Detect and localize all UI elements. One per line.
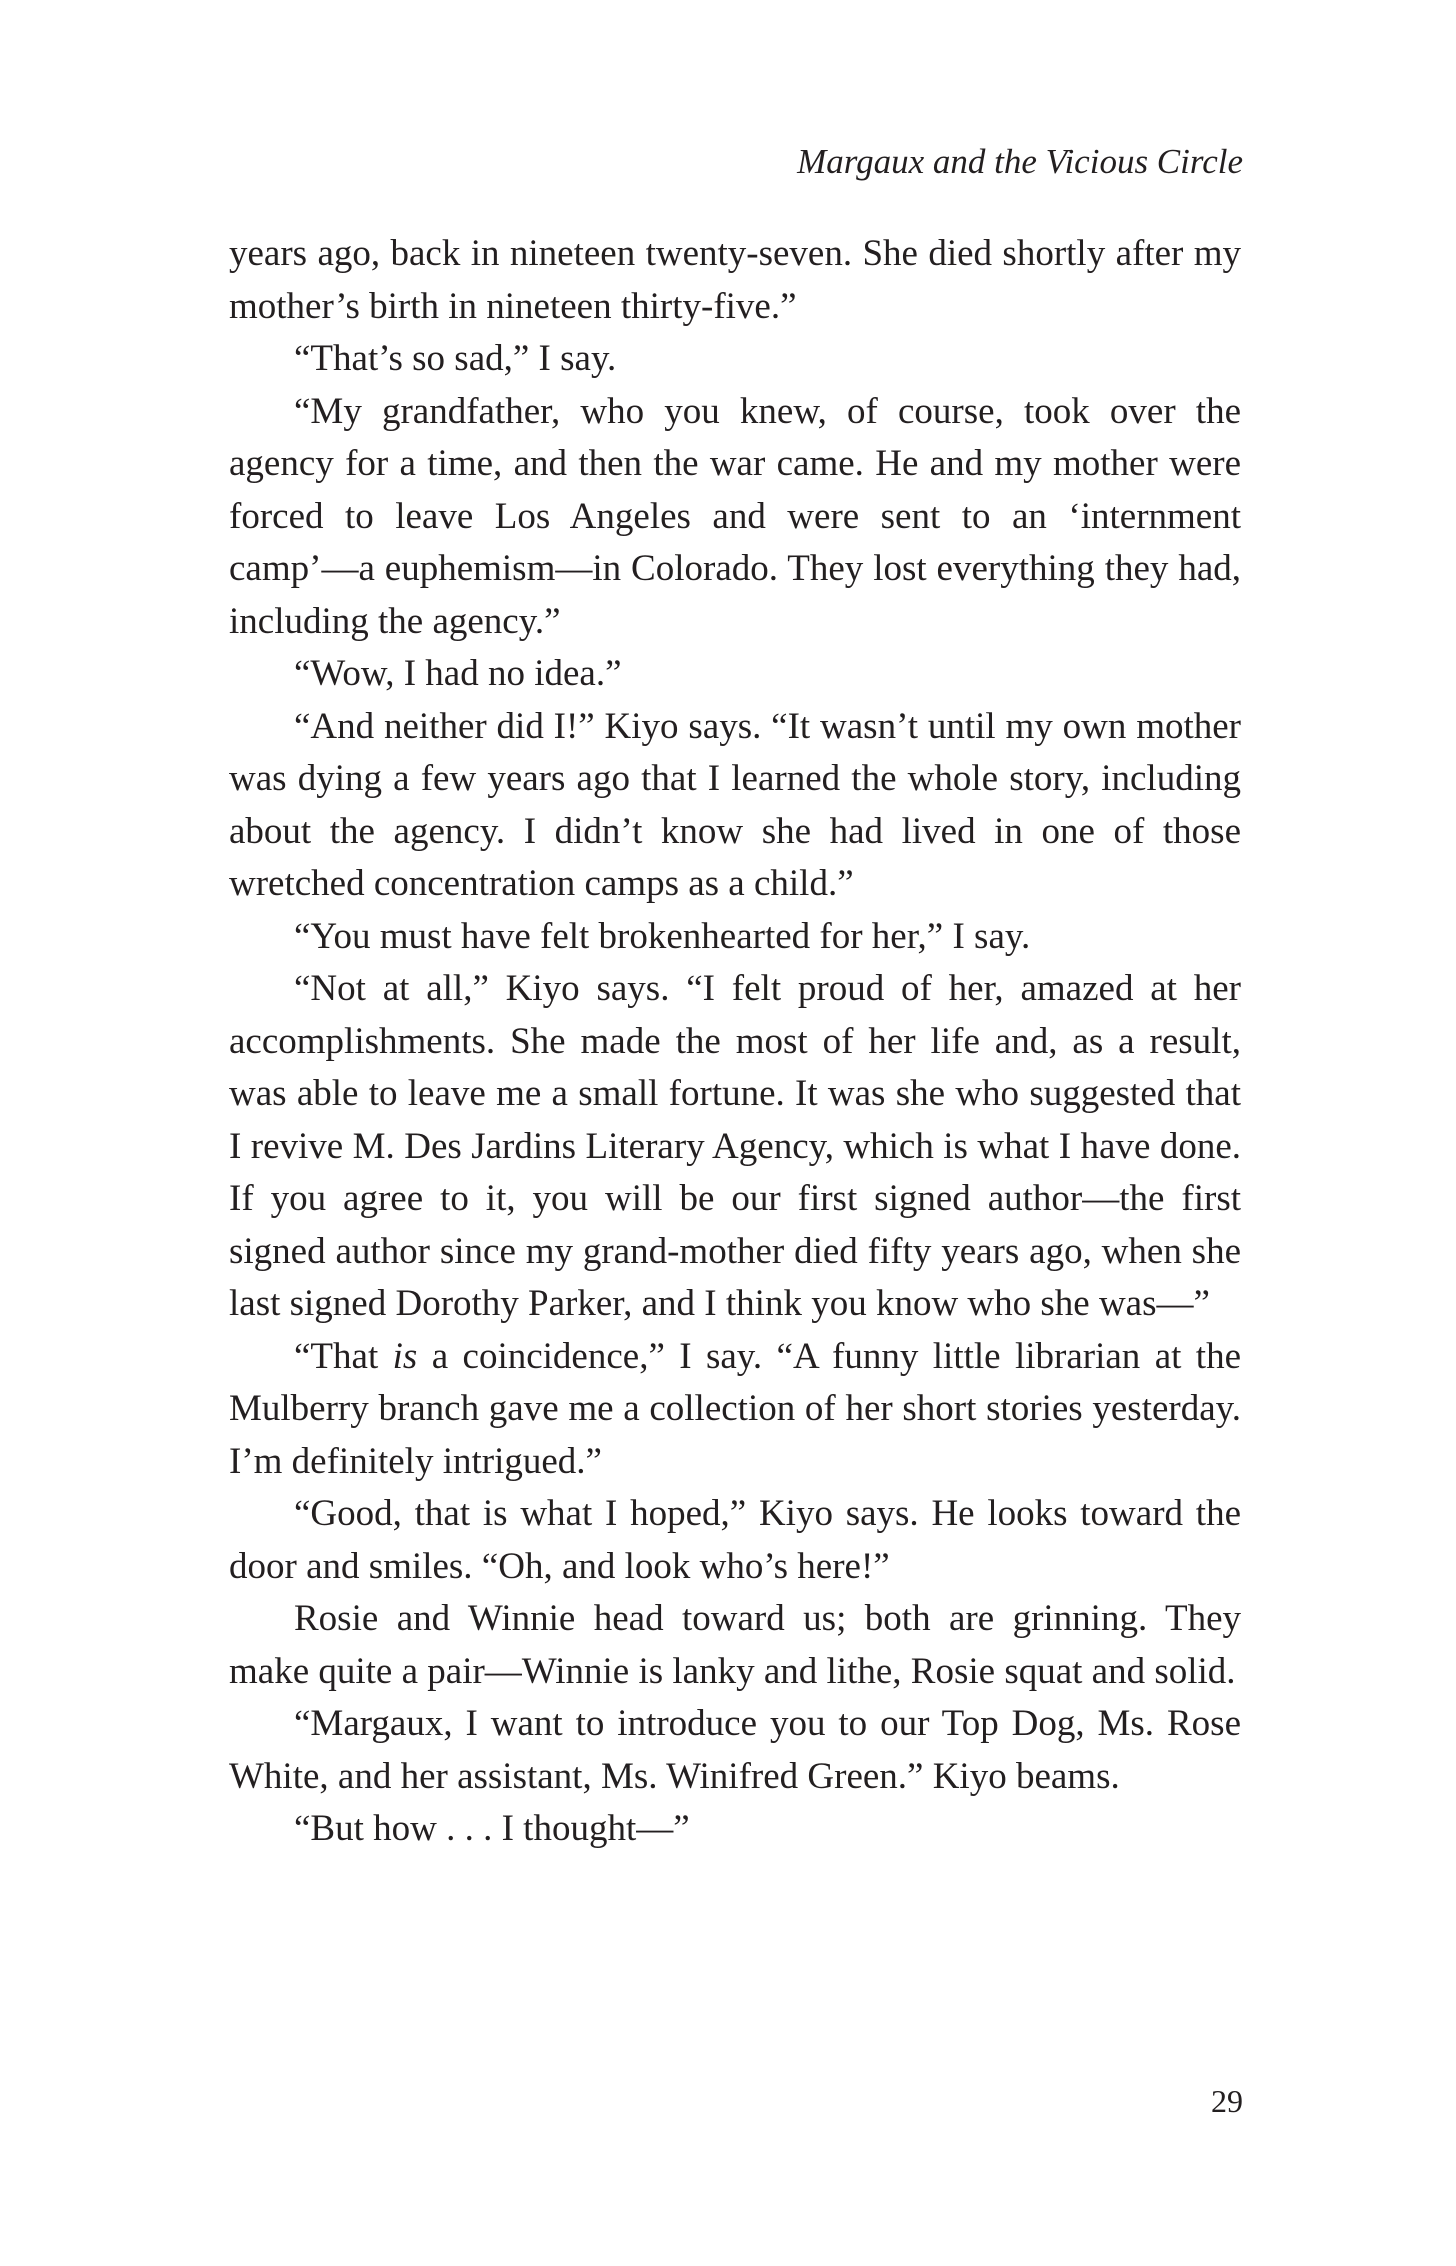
paragraph-6: “You must have felt brokenhearted for her,” I say. (294, 915, 1031, 957)
paragraph-2: “That’s so sad,” I say. (294, 338, 617, 379)
body-text (229, 228, 1241, 1856)
paragraph-9: “Good, that is what I hoped,” Kiyo says. He looks toward the door and smiles. “Oh, and look who’s here!” (229, 1493, 1241, 1587)
paragraph-7: “Not at all,” Kiyo says. “I felt proud of her, amazed at her accomplishments. She made the most of her life and, as a result, was able to leave me a small fortune. It was she who suggested that I revive M. Des Jardins Literary Agency, which is what I have done. If you agree to it, you will be our first signed author—the first signed author since my grand-mother died fifty years ago, when she last signed Dorothy Parker, and I think you know who she was—” (229, 968, 1241, 1324)
paragraph-3: “My grandfather, who you knew, of course, took over the agency for a time, and then the war came. He and my mother were forced to leave Los Angeles and were sent to an ‘internment camp’—a euphemism—in Colorado. They lost everything they had, including the agency.” (229, 390, 1241, 642)
paragraph-8-end: a coincidence,” I say. “A funny little librarian at the Mulberry branch gave me a collection of her short stories yesterday. I’m definitely intrigued.” (229, 1335, 1241, 1482)
paragraph-10: Rosie and Winnie head toward us; both are grinning. They make quite a pair—Winnie is lanky and lithe, Rosie squat and solid. (229, 1598, 1241, 1692)
paragraph-11: “Margaux, I want to introduce you to our Top Dog, Ms. Rose White, and her assistant, Ms. Winifred Green.” Kiyo beams. (229, 1703, 1241, 1797)
page-number: 29 (1211, 2083, 1243, 2119)
paragraph-5: “And neither did I!” Kiyo says. “It wasn’t until my own mother was dying a few years ago that I learned the whole story, including about the agency. I didn’t know she had lived in one of those wretched concentration camps as a child.” (229, 705, 1241, 904)
paragraph-8 (229, 1331, 1241, 1489)
emphasis-word: is (392, 1335, 418, 1377)
paragraph-1: years ago, back in nineteen twenty-seven. She died shortly after my mother’s birth in nineteen thirty-five.” (229, 233, 1241, 327)
paragraph-8-start: “That (294, 1335, 393, 1377)
running-head: Margaux and the Vicious Circle (797, 142, 1243, 181)
paragraph-12: “But how . . . I thought—” (294, 1808, 690, 1849)
paragraph-4: “Wow, I had no idea.” (294, 653, 622, 694)
